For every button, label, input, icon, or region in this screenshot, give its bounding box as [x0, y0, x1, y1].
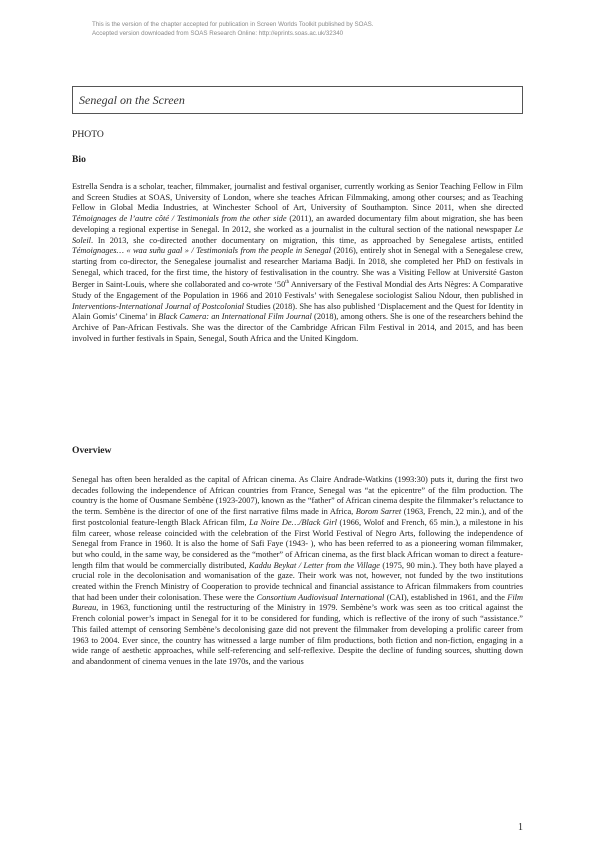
title-box: [72, 86, 523, 114]
overview-film-title: Kaddu Beykat / Letter from the Village: [248, 560, 380, 570]
bio-newspaper-title: Le Soleil: [72, 224, 523, 245]
overview-text: Senegal has often been heralded as the capital of African cinema. As Claire Andrade-Watkins (1993:30) puts it, during the first two decades following the independence of African countries from France, Senegal was “at the epicentre” of the film production. The country is the home of Ousmane Sembène (1923-2007), known as the “father” of African cinema despite the filmmaker’s reluctance to the term. Sembène is the director of one of the first narrative films made in Africa,: [72, 475, 523, 517]
bio-journal-title: Black Camera: an International Film Journal: [158, 312, 312, 322]
overview-institution-name: Consortium Audiovisual International: [256, 592, 385, 602]
header-note: [92, 20, 373, 38]
overview-text: (CAI), established in 1961, and the: [384, 592, 508, 602]
bio-paragraph: [72, 182, 523, 344]
overview-film-title: Borom Sarret: [355, 507, 402, 517]
bio-film-title: Témoignages de l’autre côté / Testimonials from the other side: [72, 214, 287, 224]
chapter-title: Senegal on the Screen: [79, 93, 185, 107]
bio-text: Studies (2018). She has also published ‘Displacement and the Quest for Identity in Alain Gomis’ Cinema’ in: [72, 301, 523, 322]
overview-paragraph: [72, 475, 523, 668]
header-line-1: This is the version of the chapter accepted for publication in Screen Worlds Toolkit published by SOAS.: [92, 21, 374, 28]
overview-text: , in 1963, functioning until the restructuring of the Ministry in 1979. Sembène’s work was seen as too critical against the French colonial power’s impact in Senegal for it to be considered for funding, which is reflective of the irony of such “assistance.” This failed attempt of censoring Sembène’s decolonising gaze did not prevent the filmmaker from developing a prolific career from 1963 to 2004. Ever since, the country has witnessed a large number of film productions, both fiction and non-fiction, engaging in a wide range of aesthetic approaches, while self-referencing and self-reflexive. Despite the decline of funding sources, shutting down and abandonment of cinema venues in the late 1970s, and the various: [72, 603, 523, 666]
bio-text: (2018), among others. She is one of the researchers behind the Archive of Pan-African Festivals. She was the director of the Cambridge African Film Festival in 2014, and 2015, and has been involved in further festivals in Spain, Senegal, South Africa and the United Kingdom.: [72, 312, 523, 343]
overview-film-title: La Noire De…/Black Girl: [249, 517, 337, 527]
overview-text: (1966, Wolof and French, 65 min.), a milestone in his film career, whose release coincided with the celebration of the First World Festival of Negro Arts, following the independence of Senegal from France in 1960. It is also the home of Safi Faye (1943- ), who has been referred to as a pioneering woman filmmaker, but who could, in the same way, be considered as the “mother” of African cinema, as the first black African woman to direct a feature-length film that would be commercially distributed,: [72, 517, 524, 570]
bio-text: Estrella Sendra is a scholar, teacher, filmmaker, journalist and festival organiser, currently working as Senior Teaching Fellow in Film and Screen Studies at SOAS, University of London, where she teaches African Filmmaking, among other courses; and as Teaching Fellow in Global Media Industries, at Winchester School of Art, University of Southampton. Since 2011, when she directed: [72, 182, 523, 213]
overview-text: (1975, 90 min.). They both have played a crucial role in the decolonisation and womanisation of the gaze. Their work was not, however, not funded by the two institutions created within the French Ministry of Cooperation to provide technical and financial assistance to African filmmakers from countries that had been under their colonisation. These were the: [72, 560, 523, 602]
header-line-2: Accepted version downloaded from SOAS Research Online: http://eprints.soas.ac.uk/32340: [92, 30, 344, 37]
bio-text: Anniversary of the Festival Mondial des Arts Nègres: A Comparative Study of the Engagement of the Population in 1966 and 2010 Festivals’ with Senegalese sociologist Saliou Ndour, then published in: [72, 280, 523, 300]
overview-text: (1963, French, 22 min.), and of the first postcolonial feature-length Black African film,: [72, 507, 524, 527]
bio-journal-title: Interventions-International Journal of Postcolonial: [72, 301, 244, 311]
overview-heading: Overview: [72, 445, 112, 456]
overview-institution-name: Film Bureau: [72, 592, 523, 613]
bio-text: (2016), entirely shot in Senegal with a Senegalese crew, starting from co-director, the Senegalese journalist and researcher Mariama Badji. In 2018, she completed her PhD on festivals in Senegal, which traced, for the first time, the history of festivalisation in the country. She was a Visiting Fellow at Université Gaston Berger in Saint-Louis, where she collaborated and co-wrote ‘50: [72, 246, 523, 290]
bio-heading: Bio: [72, 154, 86, 165]
bio-text: . In 2013, she co-directed another documentary on migration, this time, as approached by Senegalese artists, entitled: [91, 235, 523, 245]
bio-text: (2011), an awarded documentary film about migration, she has been developing a regional expertise in Senegal. In 2012, she worked as a journalist in the cultural section of the national newspaper: [72, 214, 523, 234]
bio-film-title: Témoignages… « waa suñu gaal » / Testimonials from the people in Senegal: [72, 246, 332, 256]
bio-superscript: th: [285, 280, 290, 286]
photo-label: PHOTO: [72, 129, 104, 140]
page-number: 1: [518, 822, 523, 833]
